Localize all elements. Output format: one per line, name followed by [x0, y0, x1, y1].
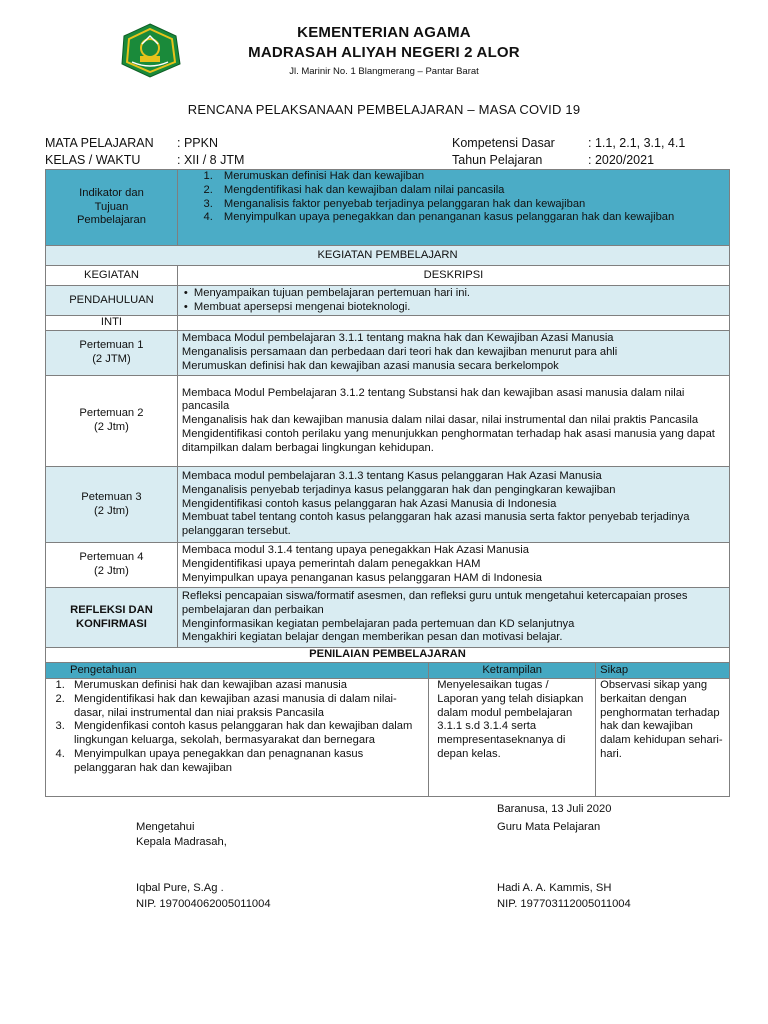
- pertemuan-label: Petemuan 3: [81, 490, 142, 503]
- pertemuan-duration: (2 Jtm): [94, 504, 129, 517]
- list-item: 2. Mengdentifikasi hak dan kewajiban dalam nilai pancasila: [216, 184, 725, 198]
- indikator-row: [46, 170, 730, 246]
- list-item: 1. Merumuskan definisi hak dan kewajiban azasi manusia: [68, 679, 424, 693]
- list-item: 4. Menyimpulkan upaya penegakkan dan penanganan kasus pelanggaran hak dan kewajiban: [216, 211, 725, 225]
- ketrampilan-cell: Menyelesaikan tugas / Laporan yang telah disiapkan dalam modul pembelajaran 3.1.1 s.d 3.1.4 serta mempresentaseknanya di depan kelas.: [429, 679, 596, 797]
- pendahuluan-list: [182, 287, 725, 315]
- tahun-label: Tahun Pelajaran: [452, 153, 543, 167]
- refleksi-desc: [177, 588, 729, 648]
- desc-line: Membaca Modul pembelajaran 3.1.1 tentang makna hak dan Kewajiban Azasi Manusia: [181, 332, 614, 345]
- pertemuan-2-row: [46, 376, 730, 467]
- kegiatan-section-title: KEGIATAN PEMBELAJARN: [46, 246, 730, 266]
- pertemuan-1-row: [46, 331, 730, 376]
- pertemuan-label: Pertemuan 4: [79, 551, 144, 564]
- pendahuluan-cell: [177, 286, 729, 316]
- pertemuan-4-desc: [177, 543, 729, 588]
- refleksi-row: [46, 588, 730, 648]
- mapel-value: : PPKN: [177, 136, 218, 150]
- desc-line: Mengakhiri kegiatan belajar dengan memberikan pesan dan motivasi belajar.: [181, 631, 563, 644]
- kegiatan-title-row: [46, 246, 730, 266]
- kd-value: : 1.1, 2.1, 3.1, 4.1: [588, 136, 686, 150]
- pertemuan-3-label: [46, 467, 178, 543]
- penilaian-header-row: [46, 663, 730, 679]
- inti-empty-cell: [177, 316, 729, 331]
- desc-line: Refleksi pencapaian siswa/formatif asesmen, dan refleksi guru untuk mengetahui ketercapaian proses pembelajaran dan perbaikan: [181, 589, 688, 616]
- guru-name: Hadi A. A. Kammis, SH: [497, 882, 612, 894]
- col-sikap-header: Sikap: [596, 663, 730, 679]
- tahun-value: : 2020/2021: [588, 153, 655, 167]
- pengetahuan-list: [46, 679, 424, 776]
- mengetahui-label: Mengetahui: [136, 821, 195, 833]
- desc-line: Merumuskan definisi hak dan kewajiban azasi manusia secara berkelompok: [181, 359, 559, 372]
- refleksi-label: [46, 588, 178, 648]
- guru-label: Guru Mata Pelajaran: [497, 821, 601, 833]
- pertemuan-2-label: [46, 376, 178, 467]
- rpp-table: [45, 169, 730, 797]
- pertemuan-duration: (2 JTM): [92, 353, 131, 365]
- penilaian-title-row: [46, 648, 730, 663]
- mapel-label: MATA PELAJARAN: [45, 136, 154, 150]
- pertemuan-3-desc: [177, 467, 729, 543]
- desc-line: Membaca Modul Pembelajaran 3.1.2 tentang Substansi hak dan kewajiban asasi manusia dalam nilai pancasila: [181, 386, 685, 413]
- kelas-label: KELAS / WAKTU: [45, 153, 141, 167]
- pertemuan-4-row: [46, 543, 730, 588]
- col-pengetahuan-header: Pengetahuan: [46, 663, 429, 679]
- desc-line: Menyimpulkan upaya penanganan kasus pelanggaran HAM di Indonesia: [181, 571, 543, 584]
- desc-line: Mengidentifikasi contoh perilaku yang menunjukkan penghormatan terhadap hak asasi manusia yang dapat ditampilkan dalam berbagai lingkungan kehidupan.: [181, 427, 715, 454]
- pendahuluan-label: PENDAHULUAN: [46, 286, 178, 316]
- pertemuan-label: Pertemuan 2: [79, 407, 144, 420]
- list-item: 3. Menganalisis faktor penyebab terjadinya pelanggaran hak dan kewajiban: [216, 198, 725, 212]
- list-item: 4. Menyimpulkan upaya penegakkan dan penagnanan kasus pelanggaran hak dan kewajiban: [68, 748, 424, 776]
- kepala-nip: NIP. 197004062005011004: [136, 898, 271, 910]
- pengetahuan-cell: [46, 679, 429, 797]
- col-deskripsi-header: DESKRIPSI: [177, 266, 729, 286]
- desc-line: Menganalisis penyebab terjadinya kasus pelanggaran hak dan pengingkaran kewajiban: [181, 483, 616, 496]
- desc-line: Membaca modul pembelajaran 3.1.3 tentang Kasus pelanggaran Hak Azasi Manusia: [181, 470, 602, 482]
- list-item: • Menyampaikan tujuan pembelajaran pertemuan hari ini.: [194, 287, 725, 301]
- document-title: RENCANA PELAKSANAAN PEMBELAJARAN – MASA COVID 19: [187, 102, 581, 117]
- desc-line: Menganalisis persamaan dan perbedaan dari teori hak dan kewajiban menurut para ahli: [181, 346, 618, 359]
- kd-label: Kompetensi Dasar: [452, 136, 555, 150]
- list-item: 2. Mengidentifikasi hak dan kewajiban azasi manusia di dalam nilai-dasar, nilai instrumental dan niai praksis Pancasila: [68, 693, 424, 721]
- col-ketrampilan-header: Ketrampilan: [429, 663, 596, 679]
- desc-line: Membuat tabel tentang contoh kasus pelanggaran hak azasi manusia serta faktor penyebab terjadinya pelanggaran tersebut.: [181, 511, 690, 538]
- list-item: 1. Merumuskan definisi Hak dan kewajiban: [216, 170, 725, 184]
- list-item: • Membuat apersepsi mengenai bioteknologi.: [194, 301, 725, 315]
- guru-nip: NIP. 197703112005011004: [497, 898, 631, 910]
- penilaian-section-title: PENILAIAN PEMBELAJARAN: [46, 648, 730, 663]
- col-kegiatan-header: KEGIATAN: [46, 266, 178, 286]
- pertemuan-2-desc: [177, 376, 729, 467]
- ministry-name: KEMENTERIAN AGAMA: [297, 24, 471, 41]
- desc-line: Menganalisis hak dan kewajiban manusia dalam nilai dasar, nilai instrumental dan nilai praktis Pancasila: [181, 414, 699, 427]
- pertemuan-duration: (2 Jtm): [94, 421, 129, 433]
- pertemuan-duration: (2 Jtm): [94, 565, 129, 577]
- pendahuluan-row: [46, 286, 730, 316]
- desc-line: Mengidentifikasi upaya pemerintah dalam penegakkan HAM: [181, 558, 481, 571]
- school-address: Jl. Marinir No. 1 Blangmerang – Pantar Barat: [289, 66, 479, 77]
- indikator-label: Indikator dan Tujuan Pembelajaran: [46, 170, 178, 246]
- inti-label: INTI: [46, 316, 178, 331]
- sikap-cell: Observasi sikap yang berkaitan dengan penghormatan terhadap hak dan kewajiban dalam kehidupan sehari-hari.: [596, 679, 730, 797]
- desc-line: Membaca modul 3.1.4 tentang upaya penegakkan Hak Azasi Manusia: [181, 544, 529, 557]
- indikator-list: [182, 170, 725, 225]
- desc-line: Menginformasikan kegiatan pembelajaran pada pertemuan dan KD selanjutnya: [181, 617, 575, 630]
- indikator-list-cell: [177, 170, 729, 246]
- list-item: 3. Mengidenfikasi contoh kasus pelanggaran hak dan kewajiban dalam lingkungan keluarga, sekolah, bermasyarakat dan bernegara: [68, 720, 424, 748]
- pertemuan-1-desc: [177, 331, 729, 376]
- pertemuan-label: Pertemuan 1: [79, 339, 144, 352]
- refleksi-label-line: REFLEKSI DAN: [70, 603, 153, 616]
- kepala-label: Kepala Madrasah,: [136, 836, 227, 848]
- kegiatan-header-row: [46, 266, 730, 286]
- kepala-name: Iqbal Pure, S.Ag .: [136, 882, 224, 894]
- desc-line: Mengidentifikasi contoh kasus pelanggaran hak Azasi Manusia di Indonesia: [181, 497, 557, 510]
- penilaian-body-row: [46, 679, 730, 797]
- pertemuan-3-row: [46, 467, 730, 543]
- place-date: Baranusa, 13 Juli 2020: [497, 803, 612, 815]
- pertemuan-4-label: [46, 543, 178, 588]
- inti-row: [46, 316, 730, 331]
- school-name: MADRASAH ALIYAH NEGERI 2 ALOR: [248, 44, 520, 61]
- kelas-value: : XII / 8 JTM: [177, 153, 245, 167]
- pertemuan-1-label: [46, 331, 178, 376]
- refleksi-label-line: KONFIRMASI: [76, 617, 147, 630]
